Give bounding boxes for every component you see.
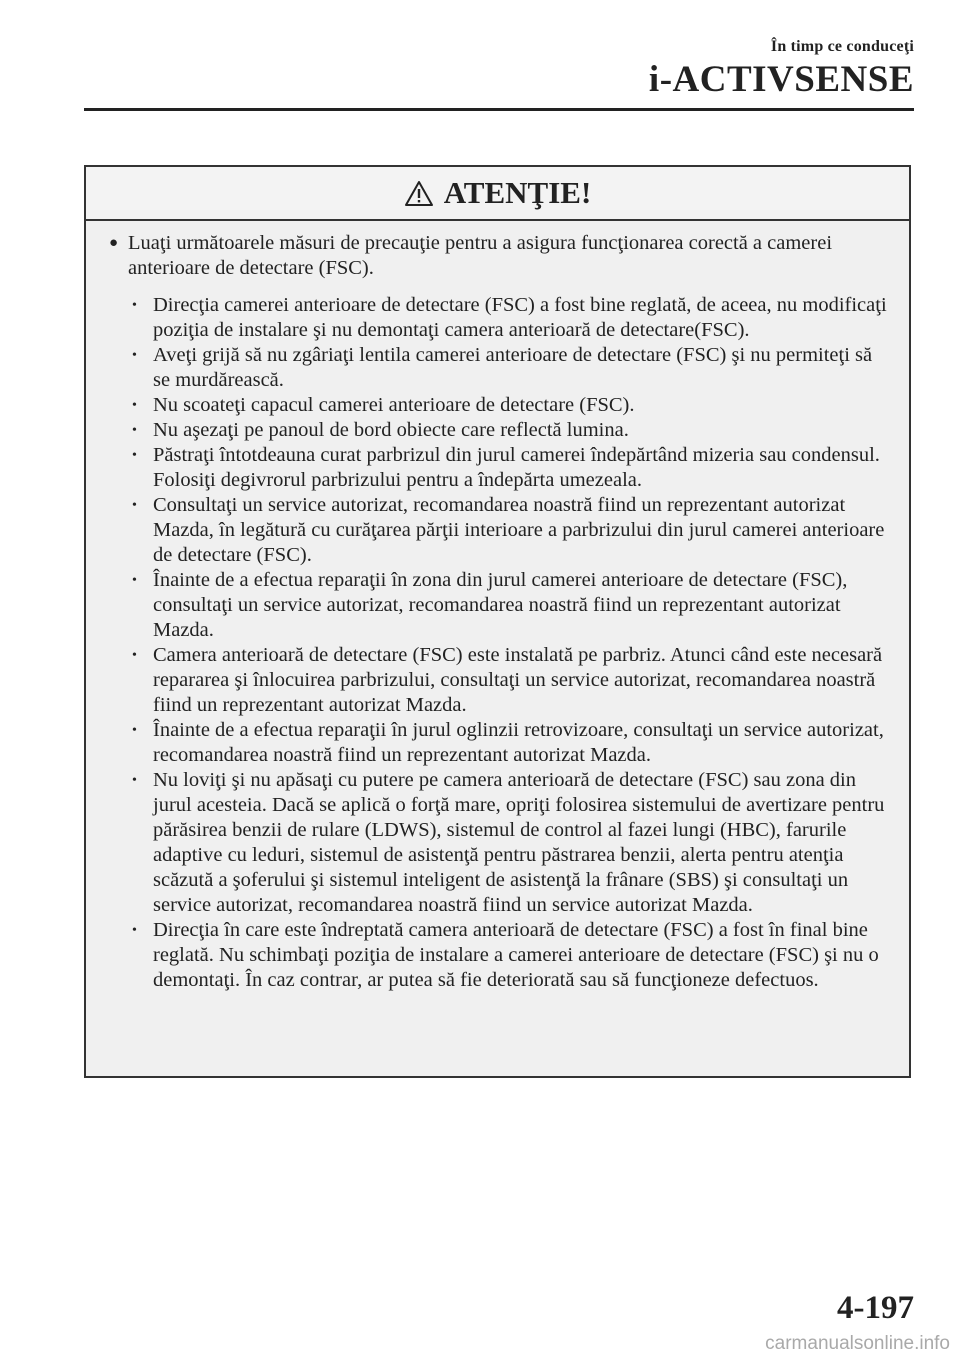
bullet-icon: • [132,573,137,588]
caution-header [86,167,909,221]
list-item [132,293,893,343]
bullet-icon: • [132,398,137,413]
bullet-icon: • [132,923,137,938]
caution-intro [109,231,893,281]
page-number: 4-197 [837,1290,914,1326]
list-item-text: Nu scoateţi capacul camerei anterioare de detectare (FSC). [153,394,635,416]
list-item [132,493,893,568]
bullet-icon: • [132,298,137,313]
bullet-icon: • [132,423,137,438]
list-item [132,393,893,418]
list-item-text: Înainte de a efectua reparaţii în zona din jurul camerei anterioare de detectare (FSC), consultaţi un service autorizat, recomandarea noastră fiind un reprezentant autorizat Mazda. [153,569,848,641]
bullet-icon: • [132,498,137,513]
caution-list [109,293,893,993]
bullet-icon: • [132,448,137,463]
list-item-text: Înainte de a efectua reparaţii în jurul oglinzii retrovizoare, consultaţi un service autorizat, recomandarea noastră fiind un reprezentant autorizat Mazda. [153,719,884,766]
bullet-icon: • [132,348,137,363]
list-item-text: Consultaţi un service autorizat, recomandarea noastră fiind un reprezentant autorizat Mazda, în legătură cu curăţarea părţii interioare a parbrizului din jurul camerei anterioare de detectare (FSC). [153,494,885,566]
bullet-icon: • [132,648,137,663]
list-item-text: Aveţi grijă să nu zgâriaţi lentila camerei anterioare de detectare (FSC) şi nu permiteţi să se murdărească. [153,344,873,391]
section-title: i-ACTIVSENSE [648,59,914,100]
list-item-text: Direcţia în care este îndreptată camera anterioară de detectare (FSC) a fost în final bine reglată. Nu schimbaţi poziţia de instalare a camerei anterioare de detectare (FSC) şi nu o demontaţi. În caz contrar, ar putea să fie deteriorată sau să funcţioneze defectuos. [153,919,879,991]
round-bullet-icon: ● [109,235,119,251]
list-item-text: Camera anterioară de detectare (FSC) este instalată pe parbriz. Atunci când este necesară repararea şi înlocuirea parbrizului, consultaţi un service autorizat, recomandarea noastră fiind un reprezentant autorizat Mazda. [153,644,883,716]
caution-intro-text: Luaţi următoarele măsuri de precauţie pentru a asigura funcţionarea corectă a camerei anterioare de detectare (FSC). [128,232,833,279]
list-item [132,768,893,918]
bullet-icon: • [132,773,137,788]
list-item [132,643,893,718]
list-item-text: Nu loviţi şi nu apăsaţi cu putere pe camera anterioară de detectare (FSC) sau zona din jurul acesteia. Dacă se aplică o forţă mare, opriţi folosirea sistemului de avertizare pentru părăsirea benzii de rulare (LDWS), sistemul de control al fazei lungi (HBC), farurile adaptive cu leduri, sistemul de asistenţă pentru păstrarea benzii, alerta pentru atenţia scăzută a şoferului şi sistemul inteligent de asistenţă la frânare (SBS) şi consultaţi un service autorizat, recomandarea noastră fiind un service autorizat Mazda. [153,769,885,916]
list-item-text: Nu aşezaţi pe panoul de bord obiecte care reflectă lumina. [153,419,629,441]
caution-title: ATENŢIE! [443,175,592,210]
list-item [132,918,893,993]
caution-body [86,221,909,993]
list-item [132,418,893,443]
list-item-text: Păstraţi întotdeauna curat parbrizul din jurul camerei îndepărtând mizeria sau condensul. Folosiţi degivrorul parbrizului pentru a îndepărta umezeala. [153,444,880,491]
list-item [132,718,893,768]
list-item [132,443,893,493]
bullet-icon: • [132,723,137,738]
list-item [132,568,893,643]
warning-triangle-icon [404,180,434,207]
watermark-text: carmanualsonline.info [765,1333,950,1354]
caution-box [84,165,911,1078]
header-divider [84,108,914,111]
chapter-title: În timp ce conduceţi [770,38,914,55]
list-item-text: Direcţia camerei anterioare de detectare (FSC) a fost bine reglată, de aceea, nu modificaţi poziţia de instalare şi nu demontaţi camera anterioară de detectare(FSC). [153,294,887,341]
list-item [132,343,893,393]
